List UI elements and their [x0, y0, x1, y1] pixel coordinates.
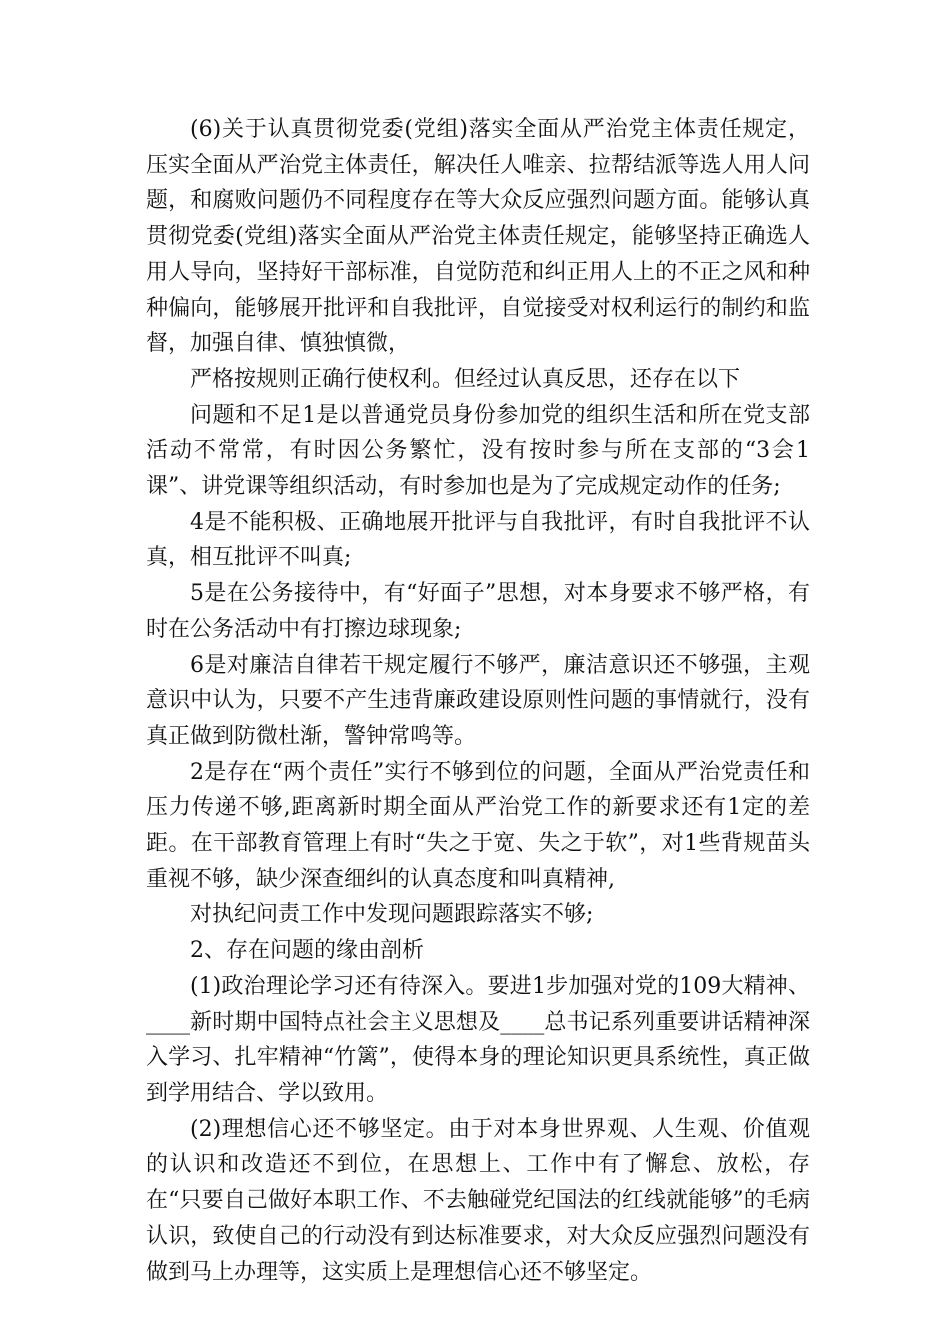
paragraph-cause-2: (2)理想信心还不够坚定。由于对本身世界观、人生观、价值观的认识和改造还不到位，在思想上、工作中有了懈怠、放松，存在“只要自己做好本职工作、不去触碰党纪国法的红线就能够”的毛病认识，致使自己的行动没有到达标准要求，对大众反应强烈问题没有做到马上办理等，这实质上是理想信心还不够坚定。	[146, 1116, 810, 1285]
paragraph-cause-1: (1)政治理论学习还有待深入。要进1步加强对党的109大精神、____新时期中国特点社会主义思想及____总书记系列重要讲话精神深入学习、扎牢精神“竹篱”，使得本身的理论知识更具系统性，真正做到学用结合、学以致用。	[146, 973, 810, 1106]
paragraph-problem-4: 4是不能积极、正确地展开批评与自我批评，有时自我批评不认真，相互批评不叫真;	[146, 509, 810, 571]
paragraph-problem-6: 6是对廉洁自律若干规定履行不够严，廉洁意识还不够强，主观意识中认为，只要不产生违背廉政建设原则性问题的事情就行，没有真正做到防微杜渐，警钟常鸣等。	[146, 652, 810, 749]
paragraph-6-responsibility: (6)关于认真贯彻党委(党组)落实全面从严治党主体责任规定，压实全面从严治党主体责任，解决任人唯亲、拉帮结派等选人用人问题，和腐败问题仍不同程度存在等大众反应强烈问题方面。能够认真贯彻党委(党组)落实全面从严治党主体责任规定，能够坚持正确选人用人导向，坚持好干部标准，自觉防范和纠正用人上的不正之风和种种偏向，能够展开批评和自我批评，自觉接受对权利运行的制约和监督，加强自律、慎独慎微，	[146, 117, 810, 357]
paragraph-problem-5: 5是在公务接待中，有“好面子”思想，对本身要求不够严格，有时在公务活动中有打擦边球现象;	[146, 581, 810, 642]
section-heading-cause-analysis: 2、存在问题的缘由剖析	[190, 938, 424, 964]
paragraph-problem-2: 2是存在“两个责任”实行不够到位的问题，全面从严治党责任和压力传递不够,距离新时期全面从严治党工作的新要求还有1定的差距。在干部教育管理上有时“失之于宽、失之于软”，对1些背规苗头重视不够，缺少深查细纠的认真态度和叫真精神,	[146, 759, 810, 892]
paragraph-problem-1: 问题和不足1是以普通党员身份参加党的组织生活和所在党支部活动不常常，有时因公务繁忙，没有按时参与所在支部的“3会1课”、讲党课等组织活动，有时参加也是为了完成规定动作的任务;	[146, 402, 810, 500]
paragraph-follow-up: 对执纪问责工作中发现问题跟踪落实不够;	[190, 902, 594, 928]
document-body	[146, 112, 810, 1290]
paragraph-strict-rules: 严格按规则正确行使权利。但经过认真反思，还存在以下	[190, 366, 741, 392]
